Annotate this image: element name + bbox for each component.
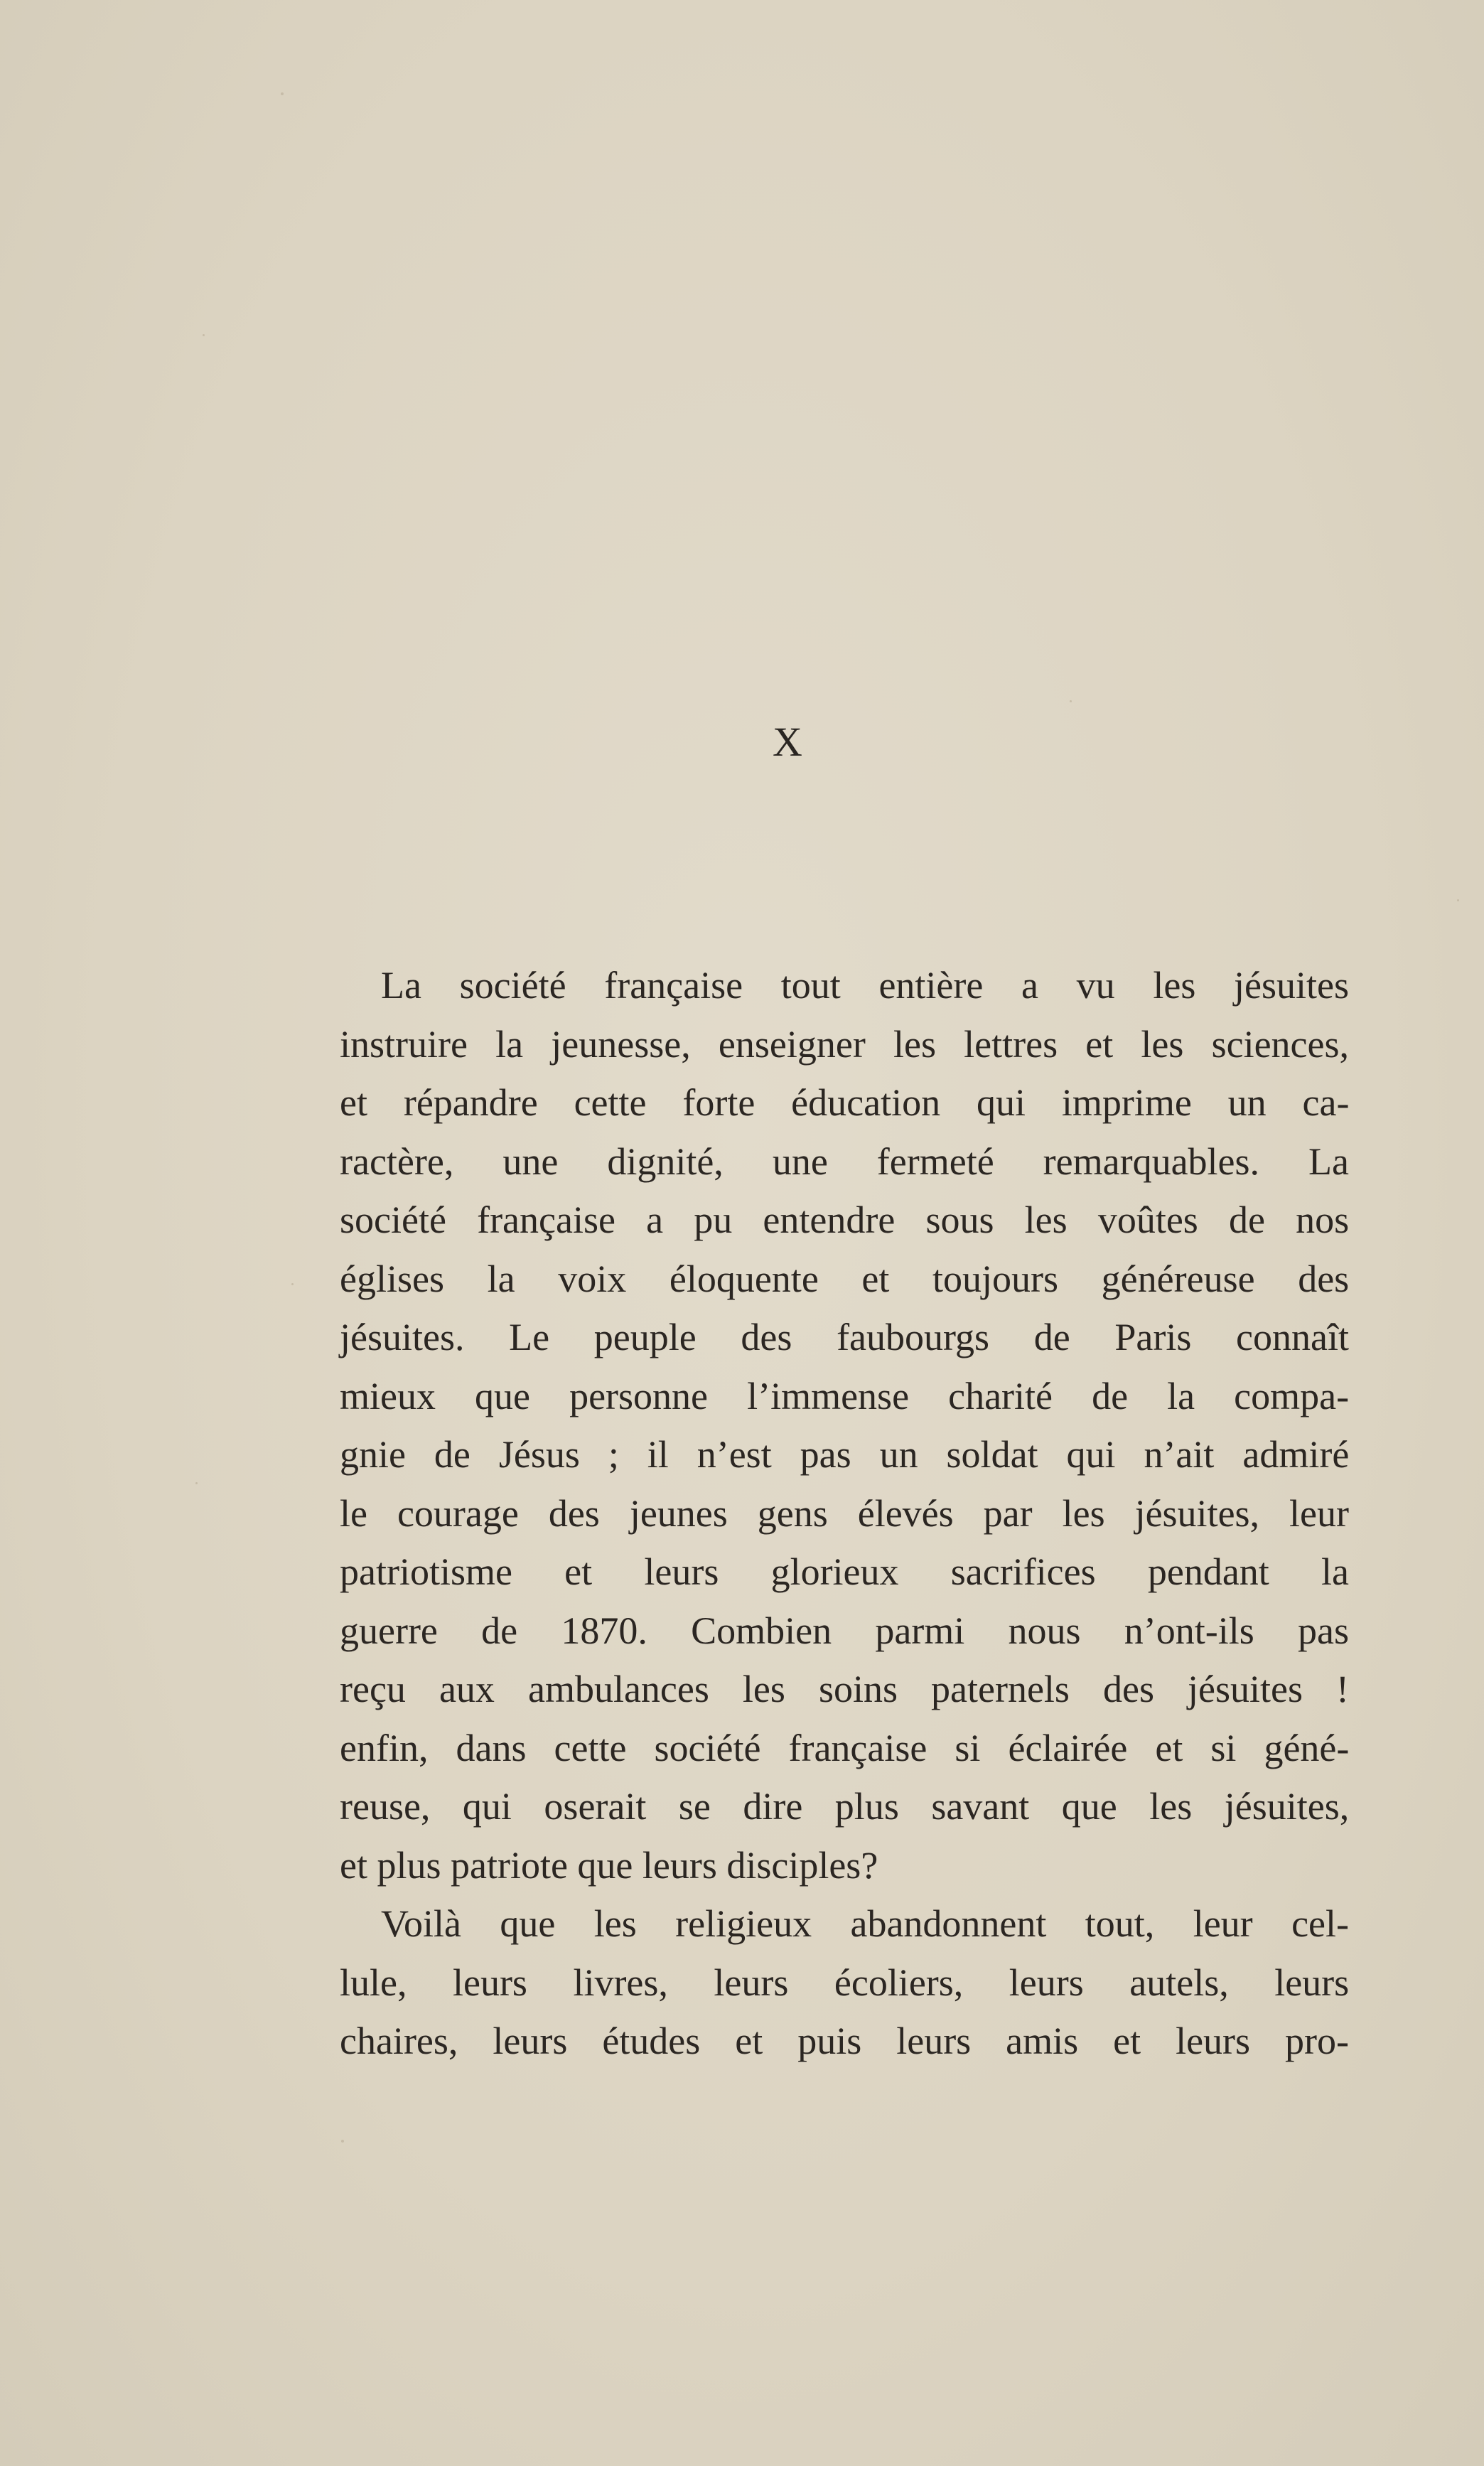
paper-speck [281, 92, 284, 95]
text-line: lule, leurs livres, leurs écoliers, leurs autels, leurs [340, 1961, 1350, 2004]
paragraph-2 [340, 1894, 1349, 2071]
text-line: reçu aux ambulances les soins paternels des jésuites ! [340, 1668, 1349, 1710]
text-line: La société française tout entière a vu les jésuites [381, 964, 1349, 1007]
text-line: société française a pu entendre sous les voûtes de nos [340, 1199, 1350, 1241]
body-text [340, 956, 1349, 2071]
text-line: églises la voix éloquente et toujours généreuse des [340, 1257, 1350, 1300]
text-line: le courage des jeunes gens élevés par les jésuites, leur [340, 1491, 1349, 1535]
text-line: patriotisme et leurs glorieux sacrifices pendant la [340, 1550, 1349, 1593]
paper-speck [341, 2140, 344, 2143]
paper-speck [1457, 899, 1459, 901]
text-line: enfin, dans cette société française si éclairée et si géné- [340, 1726, 1350, 1769]
text-line: reuse, qui oserait se dire plus savant que les jésuites, [340, 1785, 1350, 1828]
text-line: ractère, une dignité, une fermeté remarquables. La [340, 1140, 1349, 1183]
text-line: guerre de 1870. Combien parmi nous n’ont-ils pas [340, 1609, 1349, 1652]
text-line: jésuites. Le peuple des faubourgs de Paris connaît [340, 1316, 1349, 1358]
text-line: instruire la jeunesse, enseigner les lettres et les sciences, [340, 1022, 1349, 1066]
text-line: gnie de Jésus ; il n’est pas un soldat qui n’ait admiré [340, 1433, 1350, 1476]
text-line: et répandre cette forte éducation qui imprime un ca- [340, 1081, 1350, 1124]
paper-speck [195, 1482, 198, 1484]
text-line: mieux que personne l’immense charité de la compa- [340, 1374, 1350, 1417]
paragraph-1 [340, 956, 1349, 1894]
chapter-number: X [773, 719, 804, 765]
text-line: Voilà que les religieux abandonnent tout, leur cel- [381, 1902, 1349, 1945]
text-line: chaires, leurs études et puis leurs amis et leurs pro- [340, 2020, 1349, 2062]
text-line: et plus patriote que leurs disciples? [340, 1843, 878, 1887]
paper-speck [1070, 700, 1072, 702]
paper-speck [291, 1283, 294, 1285]
paper-speck [203, 334, 205, 336]
